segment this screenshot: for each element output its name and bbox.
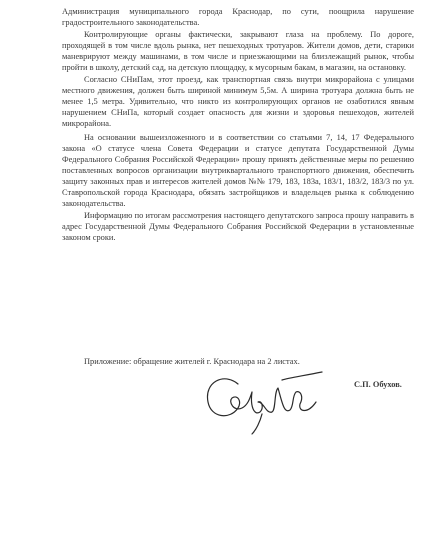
paragraph-snip-norms: Согласно СНиПам, этот проезд, как транспортная связь внутри микрорайона с улицами местного движения, должен быть шириной минимум 5,5м. А ширина тротуара должна быть не менее 1,5 метра. Удивительно, что никто из контролирующих органов не озаботился явным нарушением СНиПа, который создает опасность для жизни и здоровья пешеходов, жителей микрорайона. bbox=[62, 75, 414, 128]
paragraph-request: На основании вышеизложенного и в соответствии со статьями 7, 14, 17 Федерального закона «О статусе члена Совета Федерации и статусе депутата Государственной Думы Федерального Собрания Российской Федерации» прошу принять действенные меры по решению поставленных вопросов организации внутриквартального транспортного движения, обеспечить защиту законных прав и интересов жителей домов №№ 179, 183, 183а, 183/1, 183/2, 183/3 по ул. Ставропольской города Краснодара, обязать застройщиков и владельцев рынка к соблюдению законодательства. bbox=[62, 133, 414, 208]
letter-body bbox=[62, 6, 414, 244]
annex-note: Приложение: обращение жителей г. Краснодара на 2 листах. bbox=[84, 357, 300, 366]
paragraph-oversight: Контролирующие органы фактически, закрывают глаза на проблему. По дороге, проходящей в том числе вдоль рынка, нет пешеходных тротуаров. Жители домов, дети, старики маневрируют между машинами, в том числе и приезжающими на близлежащий рынок, чтобы пройти в школу, детский сад, на детскую площадку, к мусорным бакам, в магазин, на остановку. bbox=[62, 30, 414, 72]
handwritten-signature bbox=[198, 362, 326, 438]
paragraph-continuation: Администрация муниципального города Краснодар, по сути, поощрила нарушение градостроительного законодательства. bbox=[62, 7, 414, 27]
signatory-name: С.П. Обухов. bbox=[354, 380, 402, 389]
paragraph-response-address: Информацию по итогам рассмотрения настоящего депутатского запроса прошу направить в адрес Государственной Думы Федерального Собрания Российской Федерации в установленные законом сроки. bbox=[62, 211, 414, 242]
